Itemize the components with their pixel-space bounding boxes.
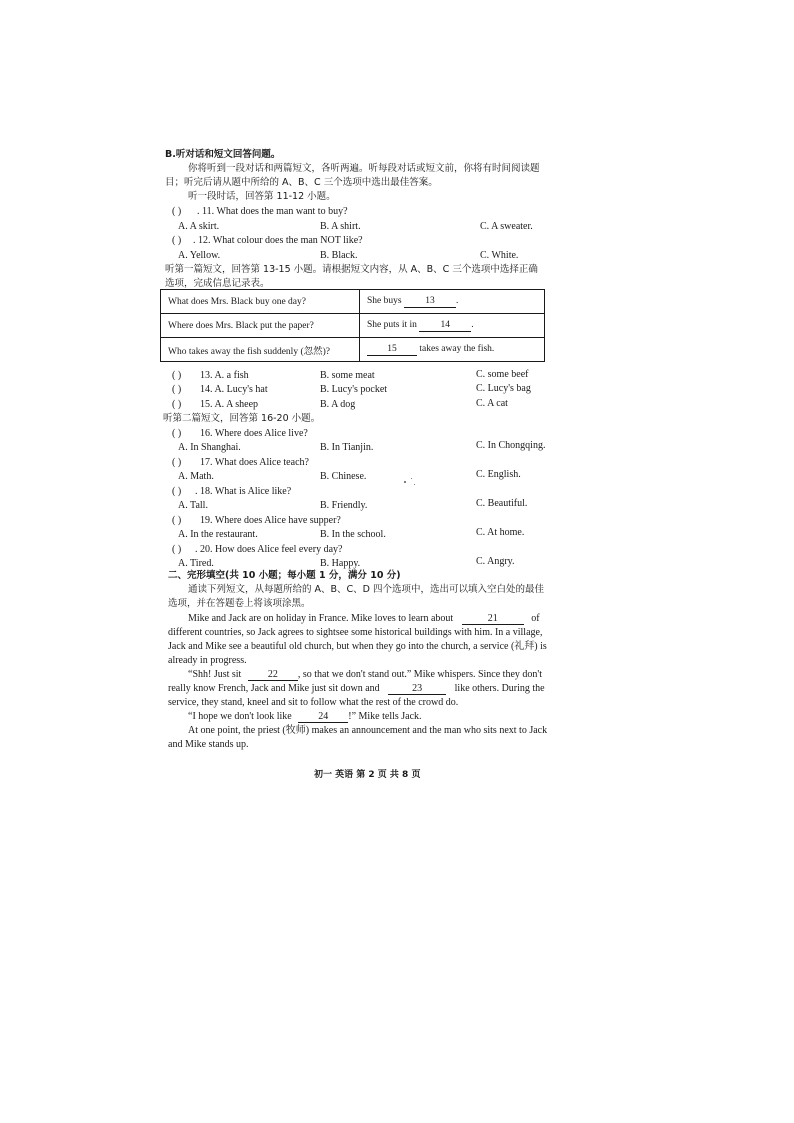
cloze-line-6 bbox=[168, 683, 545, 695]
cloze-line-1 bbox=[188, 613, 540, 625]
question-19: 19. Where does Alice have supper? bbox=[200, 515, 341, 526]
blank-21: 21 bbox=[462, 613, 524, 625]
table-question: Who takes away the fish suddenly (忽然)? bbox=[161, 338, 360, 362]
table-row bbox=[161, 290, 545, 314]
section-b-intro-line1: 你将听到一段对话和两篇短文，各听两遍。听每段对话或短文前，你将有时间阅读题 bbox=[188, 163, 540, 174]
table-question: What does Mrs. Black buy one day? bbox=[161, 290, 360, 314]
cloze-line-9: At one point, the priest (牧师) makes an announcement and the man who sits next to Jack bbox=[188, 725, 548, 736]
option-20-c: C. Angry. bbox=[476, 556, 515, 567]
blank-14: 14 bbox=[419, 320, 471, 332]
question-17: 17. What does Alice teach? bbox=[200, 457, 309, 468]
option-15-c: C. A cat bbox=[476, 398, 508, 409]
option-20-a: A. Tired. bbox=[178, 558, 214, 569]
option-18-a: A. Tall. bbox=[178, 500, 208, 511]
cloze-text: !” Mike tells Jack. bbox=[348, 711, 422, 722]
option-11-b: B. A shirt. bbox=[320, 221, 361, 232]
answer-paren: ( ) bbox=[172, 384, 182, 395]
cloze-text: Mike and Jack are on holiday in France. Mike loves to learn about bbox=[188, 613, 454, 624]
blank-24: 24 bbox=[298, 711, 348, 723]
option-17-b: B. Chinese. bbox=[320, 471, 367, 482]
section2-heading: 二、完形填空(共 10 小题；每小题 1 分，满分 10 分) bbox=[168, 570, 401, 581]
answer-paren: ( ) bbox=[172, 370, 182, 381]
option-15-b: B. A dog bbox=[320, 399, 356, 410]
answer-suffix: . bbox=[471, 319, 474, 330]
passage1-intro-line2: 选项，完成信息记录表。 bbox=[165, 278, 270, 289]
option-12-a: A. Yellow. bbox=[178, 250, 221, 261]
option-14-c: C. Lucy's bag bbox=[476, 383, 531, 394]
question-18: . 18. What is Alice like? bbox=[195, 486, 292, 497]
option-19-a: A. In the restaurant. bbox=[178, 529, 258, 540]
answer-suffix: takes away the fish. bbox=[419, 343, 495, 354]
section-b-heading: B.听对话和短文回答问题。 bbox=[165, 149, 281, 160]
option-13-b: B. some meat bbox=[320, 370, 375, 381]
option-14-b: B. Lucy's pocket bbox=[320, 384, 388, 395]
answer-paren: ( ) bbox=[172, 235, 182, 246]
option-12-c: C. White. bbox=[480, 250, 519, 261]
option-17-a: A. Math. bbox=[178, 471, 214, 482]
blank-22: 22 bbox=[248, 669, 298, 681]
dialog-intro: 听一段时话，回答第 11-12 小题。 bbox=[188, 191, 336, 202]
scan-speck bbox=[414, 484, 415, 485]
cloze-line-8 bbox=[188, 711, 422, 723]
cloze-text: “I hope we don't look like bbox=[188, 711, 292, 722]
section2-intro-line2: 选项，并在答题卷上将该项涂黑。 bbox=[168, 598, 311, 609]
option-18-b: B. Friendly. bbox=[320, 500, 368, 511]
cloze-line-7: service, they stand, kneel and sit to follow what the rest of the crowd do. bbox=[168, 697, 459, 708]
answer-paren: ( ) bbox=[172, 206, 182, 217]
option-16-a: A. In Shanghai. bbox=[178, 442, 241, 453]
page-footer: 初一 英语 第 2 页 共 8 页 bbox=[314, 770, 421, 780]
question-16: 16. Where does Alice live? bbox=[200, 428, 308, 439]
section2-intro-line1: 通读下列短文，从每题所给的 A、B、C、D 四个选项中，选出可以填入空白处的最佳 bbox=[188, 584, 545, 595]
option-13-c: C. some beef bbox=[476, 369, 529, 380]
answer-paren: ( ) bbox=[172, 457, 182, 468]
question-11: . 11. What does the man want to buy? bbox=[197, 206, 348, 217]
blank-23: 23 bbox=[388, 683, 446, 695]
cloze-line-2: different countries, so Jack agrees to sightsee some historical buildings with him. In a village, bbox=[168, 627, 543, 638]
answer-suffix: . bbox=[455, 295, 459, 306]
passage1-intro-line1: 听第一篇短文，回答第 13-15 小题。请根据短文内容，从 A、B、C 三个选项中选择正确 bbox=[165, 264, 538, 275]
option-19-c: C. At home. bbox=[476, 527, 525, 538]
section-b-intro-line2: 目；听完后请从题中所给的 A、B、C 三个选项中选出最佳答案。 bbox=[165, 177, 438, 188]
option-19-b: B. In the school. bbox=[320, 529, 386, 540]
option-17-c: C. English. bbox=[476, 469, 521, 480]
question-15: 15. A. A sheep bbox=[200, 399, 259, 410]
cloze-text: of bbox=[531, 613, 540, 624]
blank-15: 15 bbox=[367, 344, 417, 356]
table-row bbox=[161, 338, 545, 362]
scan-speck bbox=[411, 478, 412, 479]
answer-paren: ( ) bbox=[172, 399, 182, 410]
cloze-text: “Shh! Just sit bbox=[188, 669, 242, 680]
option-16-c: C. In Chongqing. bbox=[476, 440, 546, 451]
table-row bbox=[161, 314, 545, 338]
table-answer bbox=[360, 338, 545, 362]
answer-paren: ( ) bbox=[172, 486, 182, 497]
cloze-text: really know French, Jack and Mike just sit down and bbox=[168, 683, 380, 694]
option-18-c: C. Beautiful. bbox=[476, 498, 528, 509]
cloze-line-10: and Mike stands up. bbox=[168, 739, 249, 750]
cloze-line-4: already in progress. bbox=[168, 655, 247, 666]
blank-13: 13 bbox=[404, 296, 456, 308]
answer-prefix: She puts it in bbox=[367, 319, 417, 330]
question-13: 13. A. a fish bbox=[200, 370, 249, 381]
table-answer bbox=[360, 290, 545, 314]
option-11-a: A. A skirt. bbox=[178, 221, 220, 232]
cloze-line-5 bbox=[188, 669, 542, 681]
cloze-text: , so that we don't stand out.” Mike whispers. Since they don't bbox=[297, 669, 542, 680]
answer-paren: ( ) bbox=[172, 544, 182, 555]
info-record-table bbox=[160, 289, 545, 362]
question-14: 14. A. Lucy's hat bbox=[200, 384, 268, 395]
option-11-c: C. A sweater. bbox=[480, 221, 533, 232]
cloze-text: like others. During the bbox=[454, 683, 545, 694]
answer-paren: ( ) bbox=[172, 515, 182, 526]
answer-prefix: She buys bbox=[367, 295, 402, 306]
question-12: . 12. What colour does the man NOT like? bbox=[193, 235, 363, 246]
passage2-intro: 听第二篇短文，回答第 16-20 小题。 bbox=[163, 413, 321, 424]
cloze-line-3: Jack and Mike see a beautiful old church, but when they go into the church, a service (礼拜) is bbox=[168, 641, 547, 652]
option-16-b: B. In Tianjin. bbox=[320, 442, 374, 453]
table-question: Where does Mrs. Black put the paper? bbox=[161, 314, 360, 338]
option-12-b: B. Black. bbox=[320, 250, 358, 261]
answer-paren: ( ) bbox=[172, 428, 182, 439]
question-20: . 20. How does Alice feel every day? bbox=[195, 544, 343, 555]
table-answer bbox=[360, 314, 545, 338]
scan-speck bbox=[404, 481, 406, 483]
option-20-b: B. Happy. bbox=[320, 558, 361, 569]
